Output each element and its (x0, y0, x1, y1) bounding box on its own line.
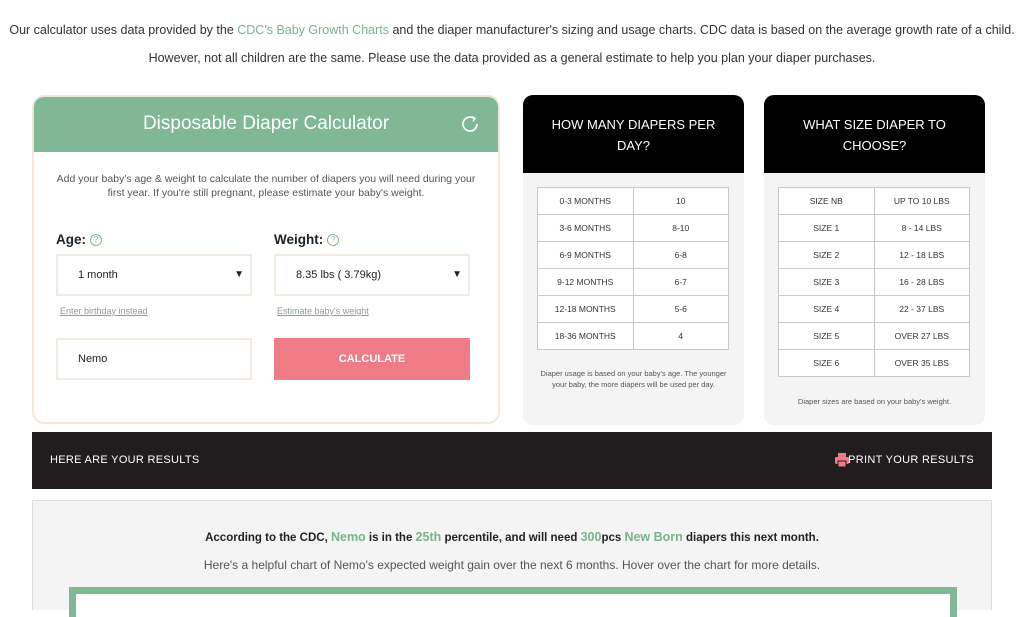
refresh-icon[interactable] (458, 112, 482, 136)
calculate-button[interactable]: CALCULATE (274, 338, 470, 380)
table-row (538, 242, 729, 269)
weight-help-icon[interactable]: ? (327, 234, 339, 246)
weight-gain-chart-frame[interactable] (69, 587, 957, 617)
diaper-size: New Born (624, 530, 683, 544)
enter-birthday-link[interactable]: Enter birthday instead (60, 306, 148, 316)
diaper-size-card (764, 95, 985, 425)
age-range-cell: 12-18 MONTHS (538, 296, 634, 323)
table-row (779, 350, 970, 377)
calculator-title: Disposable Diaper Calculator (142, 113, 390, 134)
print-results-button[interactable]: PRINT YOUR RESULTS (848, 454, 974, 466)
weight-range-cell: 12 - 18 LBS (874, 242, 970, 269)
weight-label-text: Weight: (274, 232, 324, 247)
table-row (538, 296, 729, 323)
diaper-count-cell: 6-8 (633, 242, 729, 269)
table-row (779, 215, 970, 242)
size-title-line2: CHOOSE? (842, 138, 907, 153)
summary-text: is in the (365, 532, 416, 544)
table-row (779, 323, 970, 350)
table-row (779, 242, 970, 269)
chevron-down-icon: ▼ (234, 269, 244, 280)
size-cell: SIZE 5 (779, 323, 875, 350)
size-cell: SIZE 2 (779, 242, 875, 269)
table-row (538, 188, 729, 215)
age-range-cell: 0-3 MONTHS (538, 188, 634, 215)
size-cell: SIZE 1 (779, 215, 875, 242)
age-range-cell: 18-36 MONTHS (538, 323, 634, 350)
results-panel (32, 500, 992, 610)
size-cell: SIZE 3 (779, 269, 875, 296)
age-select[interactable] (56, 254, 252, 296)
percentile-value: 25th (415, 530, 442, 544)
weight-range-cell: 16 - 28 LBS (874, 269, 970, 296)
table-row (538, 269, 729, 296)
intro-line-2: However, not all children are the same. Please use the data provided as a general estimate to help you plan your diaper purchases. (148, 51, 876, 65)
age-select-value: 1 month (78, 269, 118, 281)
age-help-icon[interactable]: ? (90, 234, 102, 246)
chevron-down-icon: ▼ (452, 269, 462, 280)
size-table (778, 187, 970, 377)
table-row (779, 269, 970, 296)
size-header (764, 95, 985, 173)
summary-text: According to the CDC, (205, 532, 331, 544)
diaper-count-cell: 4 (633, 323, 729, 350)
per-day-title (523, 114, 744, 156)
per-day-title-line2: DAY? (617, 138, 650, 153)
size-title (764, 114, 985, 156)
results-heading: HERE ARE YOUR RESULTS (50, 454, 200, 466)
age-label-text: Age: (56, 232, 86, 247)
diaper-calculator-card (32, 95, 500, 424)
weight-range-cell: 8 - 14 LBS (874, 215, 970, 242)
calculator-description: Add your baby's age & weight to calculate the number of diapers you will need during your first year. If you're still pregnant, please estimate your baby's weight. (56, 173, 476, 199)
summary-text: diapers this next month. (682, 532, 819, 544)
results-summary (33, 530, 991, 544)
calculator-header (34, 97, 498, 152)
size-cell: SIZE 6 (779, 350, 875, 377)
age-range-cell: 9-12 MONTHS (538, 269, 634, 296)
diaper-count-cell: 5-6 (633, 296, 729, 323)
diaper-count-cell: 10 (633, 188, 729, 215)
size-title-line1: WHAT SIZE DIAPER TO (803, 117, 946, 132)
intro-text-post: and the diaper manufacturer's sizing and usage charts. CDC data is based on the average growth rate of a child. (388, 23, 1015, 37)
results-bar (32, 432, 992, 489)
weight-range-cell: OVER 35 LBS (874, 350, 970, 377)
size-cell: SIZE NB (779, 188, 875, 215)
per-day-note: Diaper usage is based on your baby's age. The younger your baby, the more diapers will be used per day. (540, 369, 727, 389)
estimate-weight-link[interactable]: Estimate baby's weight (277, 306, 369, 316)
table-row (538, 215, 729, 242)
diaper-count-cell: 6-7 (633, 269, 729, 296)
weight-range-cell: 22 - 37 LBS (874, 296, 970, 323)
summary-text: pcs (601, 532, 625, 544)
per-day-table (537, 187, 729, 350)
baby-name: Nemo (330, 530, 366, 544)
intro-text-pre: Our calculator uses data provided by the (9, 23, 238, 37)
intro-line-1 (0, 23, 1024, 37)
size-note: Diaper sizes are based on your baby's weight. (797, 397, 952, 406)
baby-name-input[interactable]: Nemo (56, 338, 252, 380)
diapers-per-day-card (523, 95, 744, 425)
summary-text: percentile, and will need (441, 532, 581, 544)
age-label (56, 232, 102, 247)
size-cell: SIZE 4 (779, 296, 875, 323)
age-range-cell: 6-9 MONTHS (538, 242, 634, 269)
weight-label (274, 232, 339, 247)
weight-select[interactable] (274, 254, 470, 296)
diaper-count-cell: 8-10 (633, 215, 729, 242)
weight-range-cell: OVER 27 LBS (874, 323, 970, 350)
per-day-title-line1: HOW MANY DIAPERS PER (551, 117, 716, 132)
age-range-cell: 3-6 MONTHS (538, 215, 634, 242)
table-row (779, 188, 970, 215)
diaper-count: 300 (580, 530, 602, 544)
chart-intro-text: Here's a helpful chart of Nemo's expected weight gain over the next 6 months. Hover over the chart for more details. (203, 558, 821, 572)
cdc-growth-charts-link[interactable]: CDC's Baby Growth Charts (237, 23, 389, 37)
table-row (538, 323, 729, 350)
weight-select-value: 8.35 lbs ( 3.79kg) (296, 269, 381, 281)
table-row (779, 296, 970, 323)
weight-range-cell: UP TO 10 LBS (874, 188, 970, 215)
per-day-header (523, 95, 744, 173)
